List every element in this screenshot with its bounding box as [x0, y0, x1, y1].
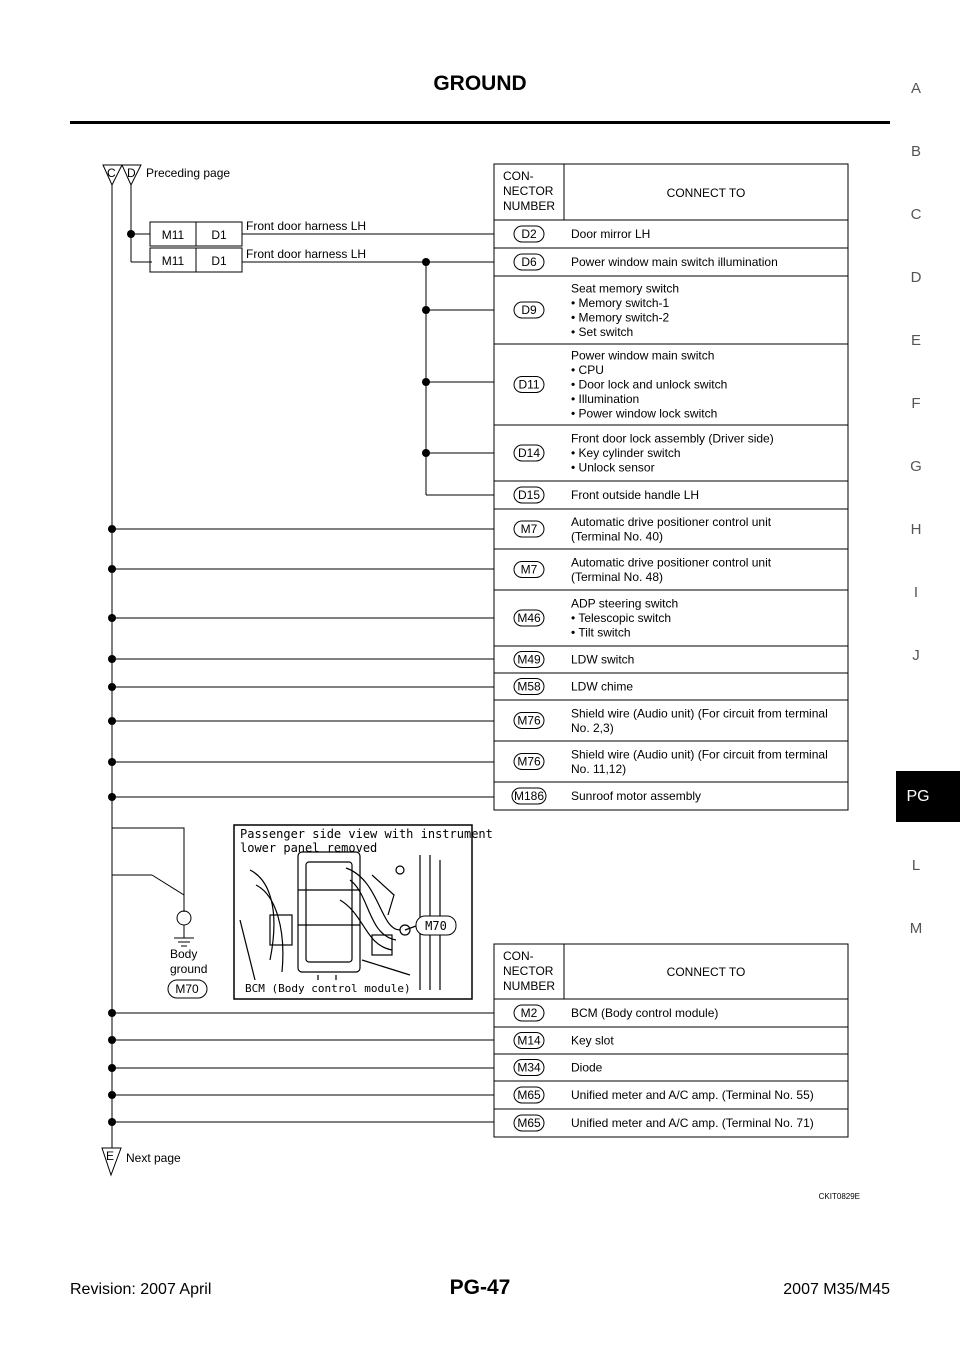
- next-label-e: E: [106, 1149, 115, 1163]
- connector-number: M76: [517, 754, 541, 769]
- index-letter[interactable]: M: [909, 920, 923, 937]
- connect-to-line: Power window main switch illumination: [571, 255, 778, 269]
- connector-number: D9: [521, 303, 537, 317]
- page-number: PG-47: [449, 1276, 511, 1299]
- preceding-label-c: C: [107, 166, 116, 180]
- connect-to-line: • Illumination: [571, 392, 640, 406]
- connect-to-line: No. 11,12): [571, 761, 627, 776]
- index-letter[interactable]: C: [910, 206, 922, 223]
- revision-text: Revision: 2007 April: [70, 1281, 212, 1298]
- connect-to-line: • Set switch: [571, 324, 634, 339]
- harness-connector-m11: M11: [161, 254, 185, 268]
- ground-label-line: Body: [170, 947, 198, 961]
- connector-number: M76: [517, 713, 541, 728]
- connect-to-line: • Unlock sensor: [571, 460, 655, 475]
- table-header-col1: NECTOR: [503, 184, 554, 198]
- connect-to-line: Shield wire (Audio unit) (For circuit from terminal: [571, 706, 828, 721]
- connector-number: D15: [517, 488, 541, 502]
- index-letter[interactable]: A: [910, 80, 921, 97]
- connect-to-line: • Tilt switch: [571, 625, 631, 640]
- index-letter[interactable]: J: [912, 647, 920, 664]
- connector-table-bottom: [494, 944, 848, 1137]
- table-header-col1: CON-: [503, 949, 534, 963]
- connector-number: M34: [517, 1060, 541, 1075]
- connect-to-line: (Terminal No. 48): [571, 569, 664, 584]
- connector-number: M14: [517, 1033, 541, 1048]
- photo-callout-m70: M70: [425, 919, 447, 933]
- connect-to-line: LDW switch: [571, 652, 635, 667]
- connect-to-line: • Memory switch-1: [571, 295, 670, 310]
- photo-caption-line: lower panel removed: [240, 841, 378, 855]
- figure-code: CKIT0829E: [818, 1192, 860, 1201]
- connector-number: M2: [520, 1006, 538, 1020]
- table-header-col2: CONNECT TO: [666, 186, 746, 200]
- preceding-label-d: D: [127, 166, 136, 180]
- index-letter[interactable]: I: [913, 584, 919, 601]
- connector-number: D14: [517, 446, 541, 460]
- harness-connector-m11: M11: [161, 228, 185, 242]
- table-header-col1: NUMBER: [503, 199, 556, 213]
- index-letter[interactable]: L: [911, 857, 921, 874]
- connect-to-line: Automatic drive positioner control unit: [571, 555, 772, 570]
- table-header-col1: NECTOR: [503, 964, 554, 978]
- active-section-tab[interactable]: PG: [896, 771, 960, 822]
- harness-connector-d1: D1: [211, 254, 227, 268]
- ground-connector-m70: M70: [175, 982, 199, 996]
- photo-bcm-label: BCM (Body control module): [245, 982, 411, 995]
- connect-to-line: • Power window lock switch: [571, 406, 718, 421]
- connect-to-line: • Memory switch-2: [571, 310, 670, 325]
- connect-to-line: Sunroof motor assembly: [571, 789, 702, 803]
- connector-number: D11: [518, 377, 540, 392]
- harness-label: Front door harness LH: [246, 247, 367, 261]
- connect-to-line: No. 2,3): [571, 720, 614, 735]
- connect-to-line: Power window main switch: [571, 348, 715, 363]
- connect-to-line: Unified meter and A/C amp. (Terminal No. 71): [571, 1116, 814, 1130]
- connector-table-top: [494, 164, 848, 810]
- harness-label: Front door harness LH: [246, 219, 367, 233]
- model-text: 2007 M35/M45: [783, 1281, 890, 1298]
- connector-number: M65: [517, 1088, 541, 1102]
- page-title: GROUND: [433, 72, 527, 95]
- connect-to-line: Automatic drive positioner control unit: [571, 514, 772, 529]
- harness-connector-d1: D1: [211, 228, 227, 242]
- connect-to-line: (Terminal No. 40): [571, 529, 664, 544]
- index-letter[interactable]: F: [911, 395, 921, 412]
- next-page-text: Next page: [126, 1151, 181, 1165]
- connect-to-line: Front door lock assembly (Driver side): [571, 431, 774, 446]
- index-letter[interactable]: E: [910, 332, 921, 349]
- connector-number: M7: [520, 522, 538, 536]
- connector-number: M7: [520, 562, 538, 577]
- connect-to-line: • Key cylinder switch: [571, 446, 681, 460]
- connector-number: M46: [517, 611, 541, 625]
- connector-number: M65: [517, 1116, 541, 1130]
- connect-to-line: Door mirror LH: [571, 227, 651, 241]
- index-letter[interactable]: G: [910, 458, 922, 475]
- index-letter[interactable]: B: [910, 143, 921, 160]
- connect-to-line: LDW chime: [571, 679, 634, 694]
- table-header-col1: CON-: [503, 169, 534, 183]
- connect-to-line: ADP steering switch: [571, 596, 679, 611]
- table-header-col2: CONNECT TO: [666, 965, 746, 979]
- connect-to-line: Seat memory switch: [571, 281, 680, 296]
- connector-number: M58: [517, 679, 541, 694]
- connector-number: D6: [521, 255, 537, 269]
- connect-to-line: Key slot: [571, 1033, 614, 1048]
- bcm-location-photo: [234, 825, 493, 999]
- connector-number: M49: [517, 652, 541, 667]
- connect-to-line: • Door lock and unlock switch: [571, 377, 728, 392]
- connect-to-line: Front outside handle LH: [571, 488, 700, 502]
- connector-number: M186: [513, 789, 545, 803]
- ground-label-line: ground: [170, 962, 208, 976]
- preceding-page-text: Preceding page: [146, 166, 231, 180]
- connect-to-line: BCM (Body control module): [571, 1006, 719, 1020]
- connect-to-line: Shield wire (Audio unit) (For circuit from terminal: [571, 747, 828, 762]
- connect-to-line: Diode: [571, 1060, 603, 1075]
- connector-number: D2: [521, 227, 537, 241]
- table-header-col1: NUMBER: [503, 979, 556, 993]
- index-letter[interactable]: H: [910, 521, 922, 538]
- connect-to-line: Unified meter and A/C amp. (Terminal No. 55): [571, 1088, 814, 1102]
- connect-to-line: • Telescopic switch: [571, 611, 672, 625]
- index-letter[interactable]: D: [910, 269, 922, 286]
- photo-caption-line: Passenger side view with instrument: [240, 827, 493, 841]
- connect-to-line: • CPU: [571, 363, 604, 377]
